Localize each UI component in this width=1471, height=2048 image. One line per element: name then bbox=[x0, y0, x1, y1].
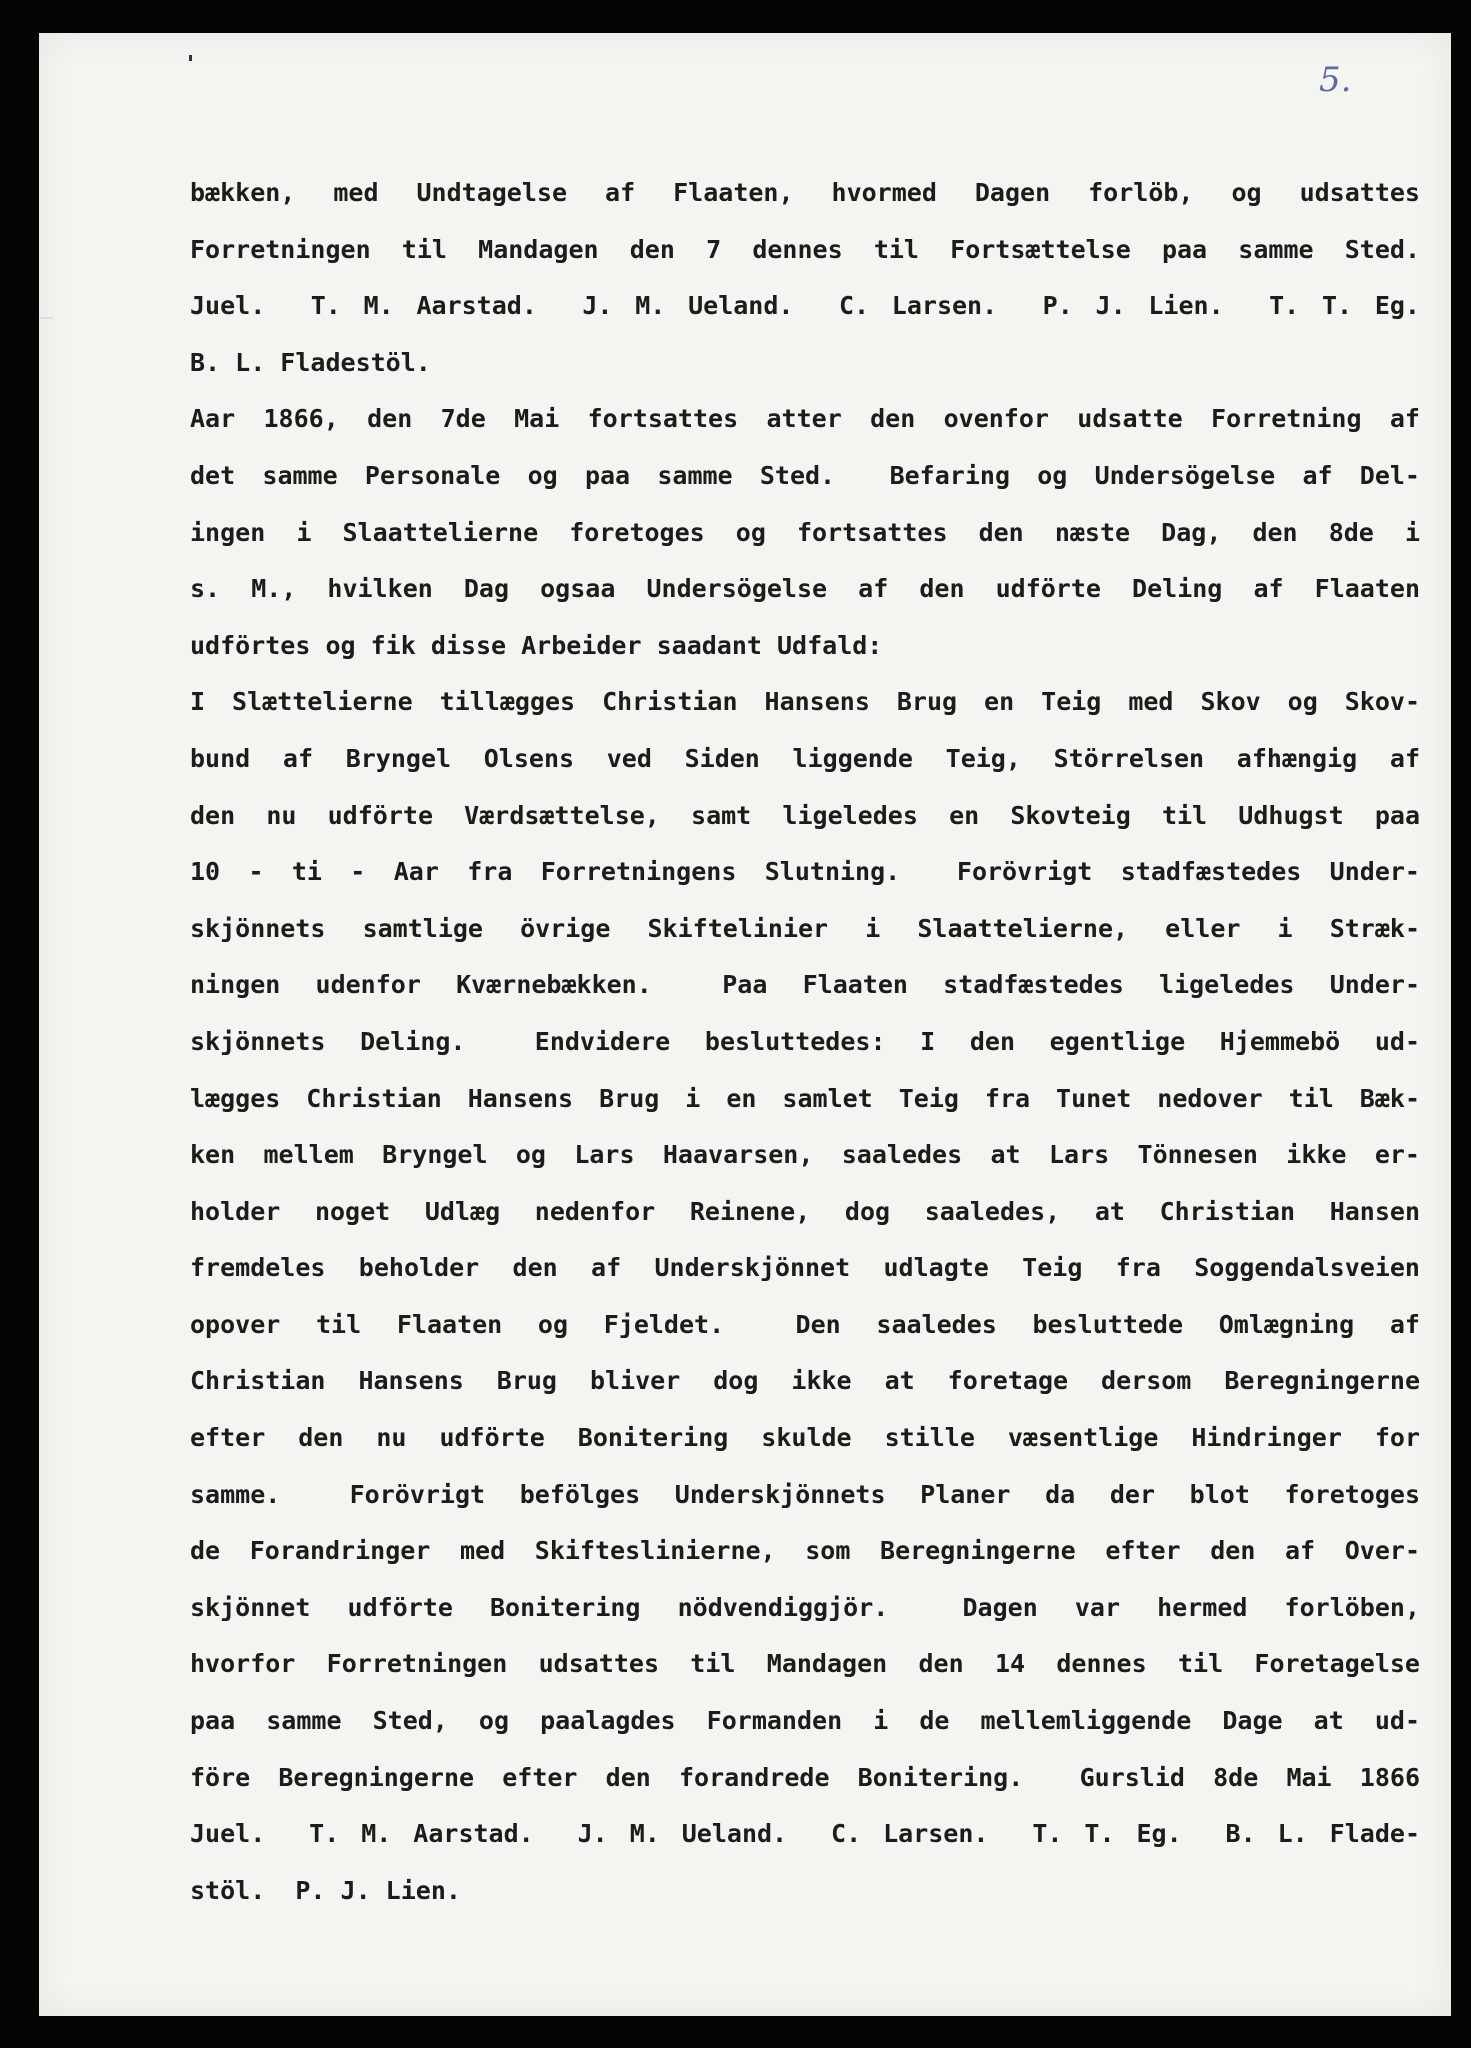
text-line: B. L. Fladestöl. bbox=[190, 347, 431, 377]
text-line: s. M., hvilken Dag ogsaa Undersögelse af den udförte Deling af Flaaten bbox=[190, 574, 1420, 604]
text-line: lægges Christian Hansens Brug i en samlet Teig fra Tunet nedover til Bæk- bbox=[190, 1083, 1420, 1113]
text-line: den nu udförte Værdsættelse, samt ligeledes en Skovteig til Udhugst paa bbox=[190, 800, 1420, 830]
text-line: bund af Bryngel Olsens ved Siden liggende Teig, Störrelsen afhængig af bbox=[190, 743, 1420, 773]
text-line: samme. Forövrigt befölges Underskjönnets Planer da der blot foretoges bbox=[190, 1479, 1420, 1509]
text-line: Aar 1866, den 7de Mai fortsattes atter den ovenfor udsatte Forretning af bbox=[190, 404, 1420, 434]
bleed-through-mark: ـ bbox=[40, 300, 54, 325]
text-line: I Slættelierne tillægges Christian Hansens Brug en Teig med Skov og Skov- bbox=[190, 687, 1420, 717]
ink-speck bbox=[189, 55, 192, 61]
text-line: ingen i Slaattelierne foretoges og fortsattes den næste Dag, den 8de i bbox=[190, 517, 1420, 547]
text-line: skjönnets samtlige övrige Skiftelinier i Slaattelierne, eller i Stræk- bbox=[190, 913, 1420, 943]
text-line: bækken, med Undtagelse af Flaaten, hvormed Dagen forlöb, og udsattes bbox=[190, 178, 1420, 207]
text-line: 10 - ti - Aar fra Forretningens Slutning. Forövrigt stadfæstedes Under- bbox=[190, 857, 1420, 887]
text-line: skjönnet udförte Bonitering nödvendiggjör. Dagen var hermed forlöben, bbox=[190, 1592, 1420, 1622]
page-number: 5. bbox=[1319, 60, 1352, 100]
text-line: skjönnets Deling. Endvidere besluttedes: I den egentlige Hjemmebö ud- bbox=[190, 1026, 1420, 1056]
text-line: Christian Hansens Brug bliver dog ikke at foretage dersom Beregningerne bbox=[190, 1366, 1420, 1396]
text-line: Juel. T. M. Aarstad. J. M. Ueland. C. Larsen. P. J. Lien. T. T. Eg. bbox=[190, 291, 1420, 321]
text-line: fremdeles beholder den af Underskjönnet udlagte Teig fra Soggendalsveien bbox=[190, 1253, 1420, 1283]
text-line: Forretningen til Mandagen den 7 dennes til Fortsættelse paa samme Sted. bbox=[190, 234, 1420, 264]
text-line: opover til Flaaten og Fjeldet. Den saaledes besluttede Omlægning af bbox=[190, 1309, 1420, 1339]
text-line: före Beregningerne efter den forandrede Bonitering. Gurslid 8de Mai 1866 bbox=[190, 1762, 1420, 1792]
text-line: det samme Personale og paa samme Sted. Befaring og Undersögelse af Del- bbox=[190, 460, 1420, 490]
text-line: Juel. T. M. Aarstad. J. M. Ueland. C. Larsen. T. T. Eg. B. L. Flade- bbox=[190, 1819, 1420, 1849]
text-line: ningen udenfor Kværnebækken. Paa Flaaten stadfæstedes ligeledes Under- bbox=[190, 970, 1420, 1000]
text-line: paa samme Sted, og paalagdes Formanden i de mellemliggende Dage at ud- bbox=[190, 1706, 1420, 1736]
text-line: hvorfor Forretningen udsattes til Mandagen den 14 dennes til Foretagelse bbox=[190, 1649, 1420, 1679]
text-line: de Forandringer med Skifteslinierne, som Beregningerne efter den af Over- bbox=[190, 1536, 1420, 1566]
text-line: ken mellem Bryngel og Lars Haavarsen, saaledes at Lars Tönnesen ikke er- bbox=[190, 1140, 1420, 1170]
text-line: udförtes og fik disse Arbeider saadant Udfald: bbox=[190, 630, 883, 660]
text-line: holder noget Udlæg nedenfor Reinene, dog saaledes, at Christian Hansen bbox=[190, 1196, 1420, 1226]
text-line: efter den nu udförte Bonitering skulde stille væsentlige Hindringer for bbox=[190, 1423, 1420, 1453]
text-line: stöl. P. J. Lien. bbox=[190, 1875, 461, 1905]
typed-text-body bbox=[190, 165, 1420, 1919]
